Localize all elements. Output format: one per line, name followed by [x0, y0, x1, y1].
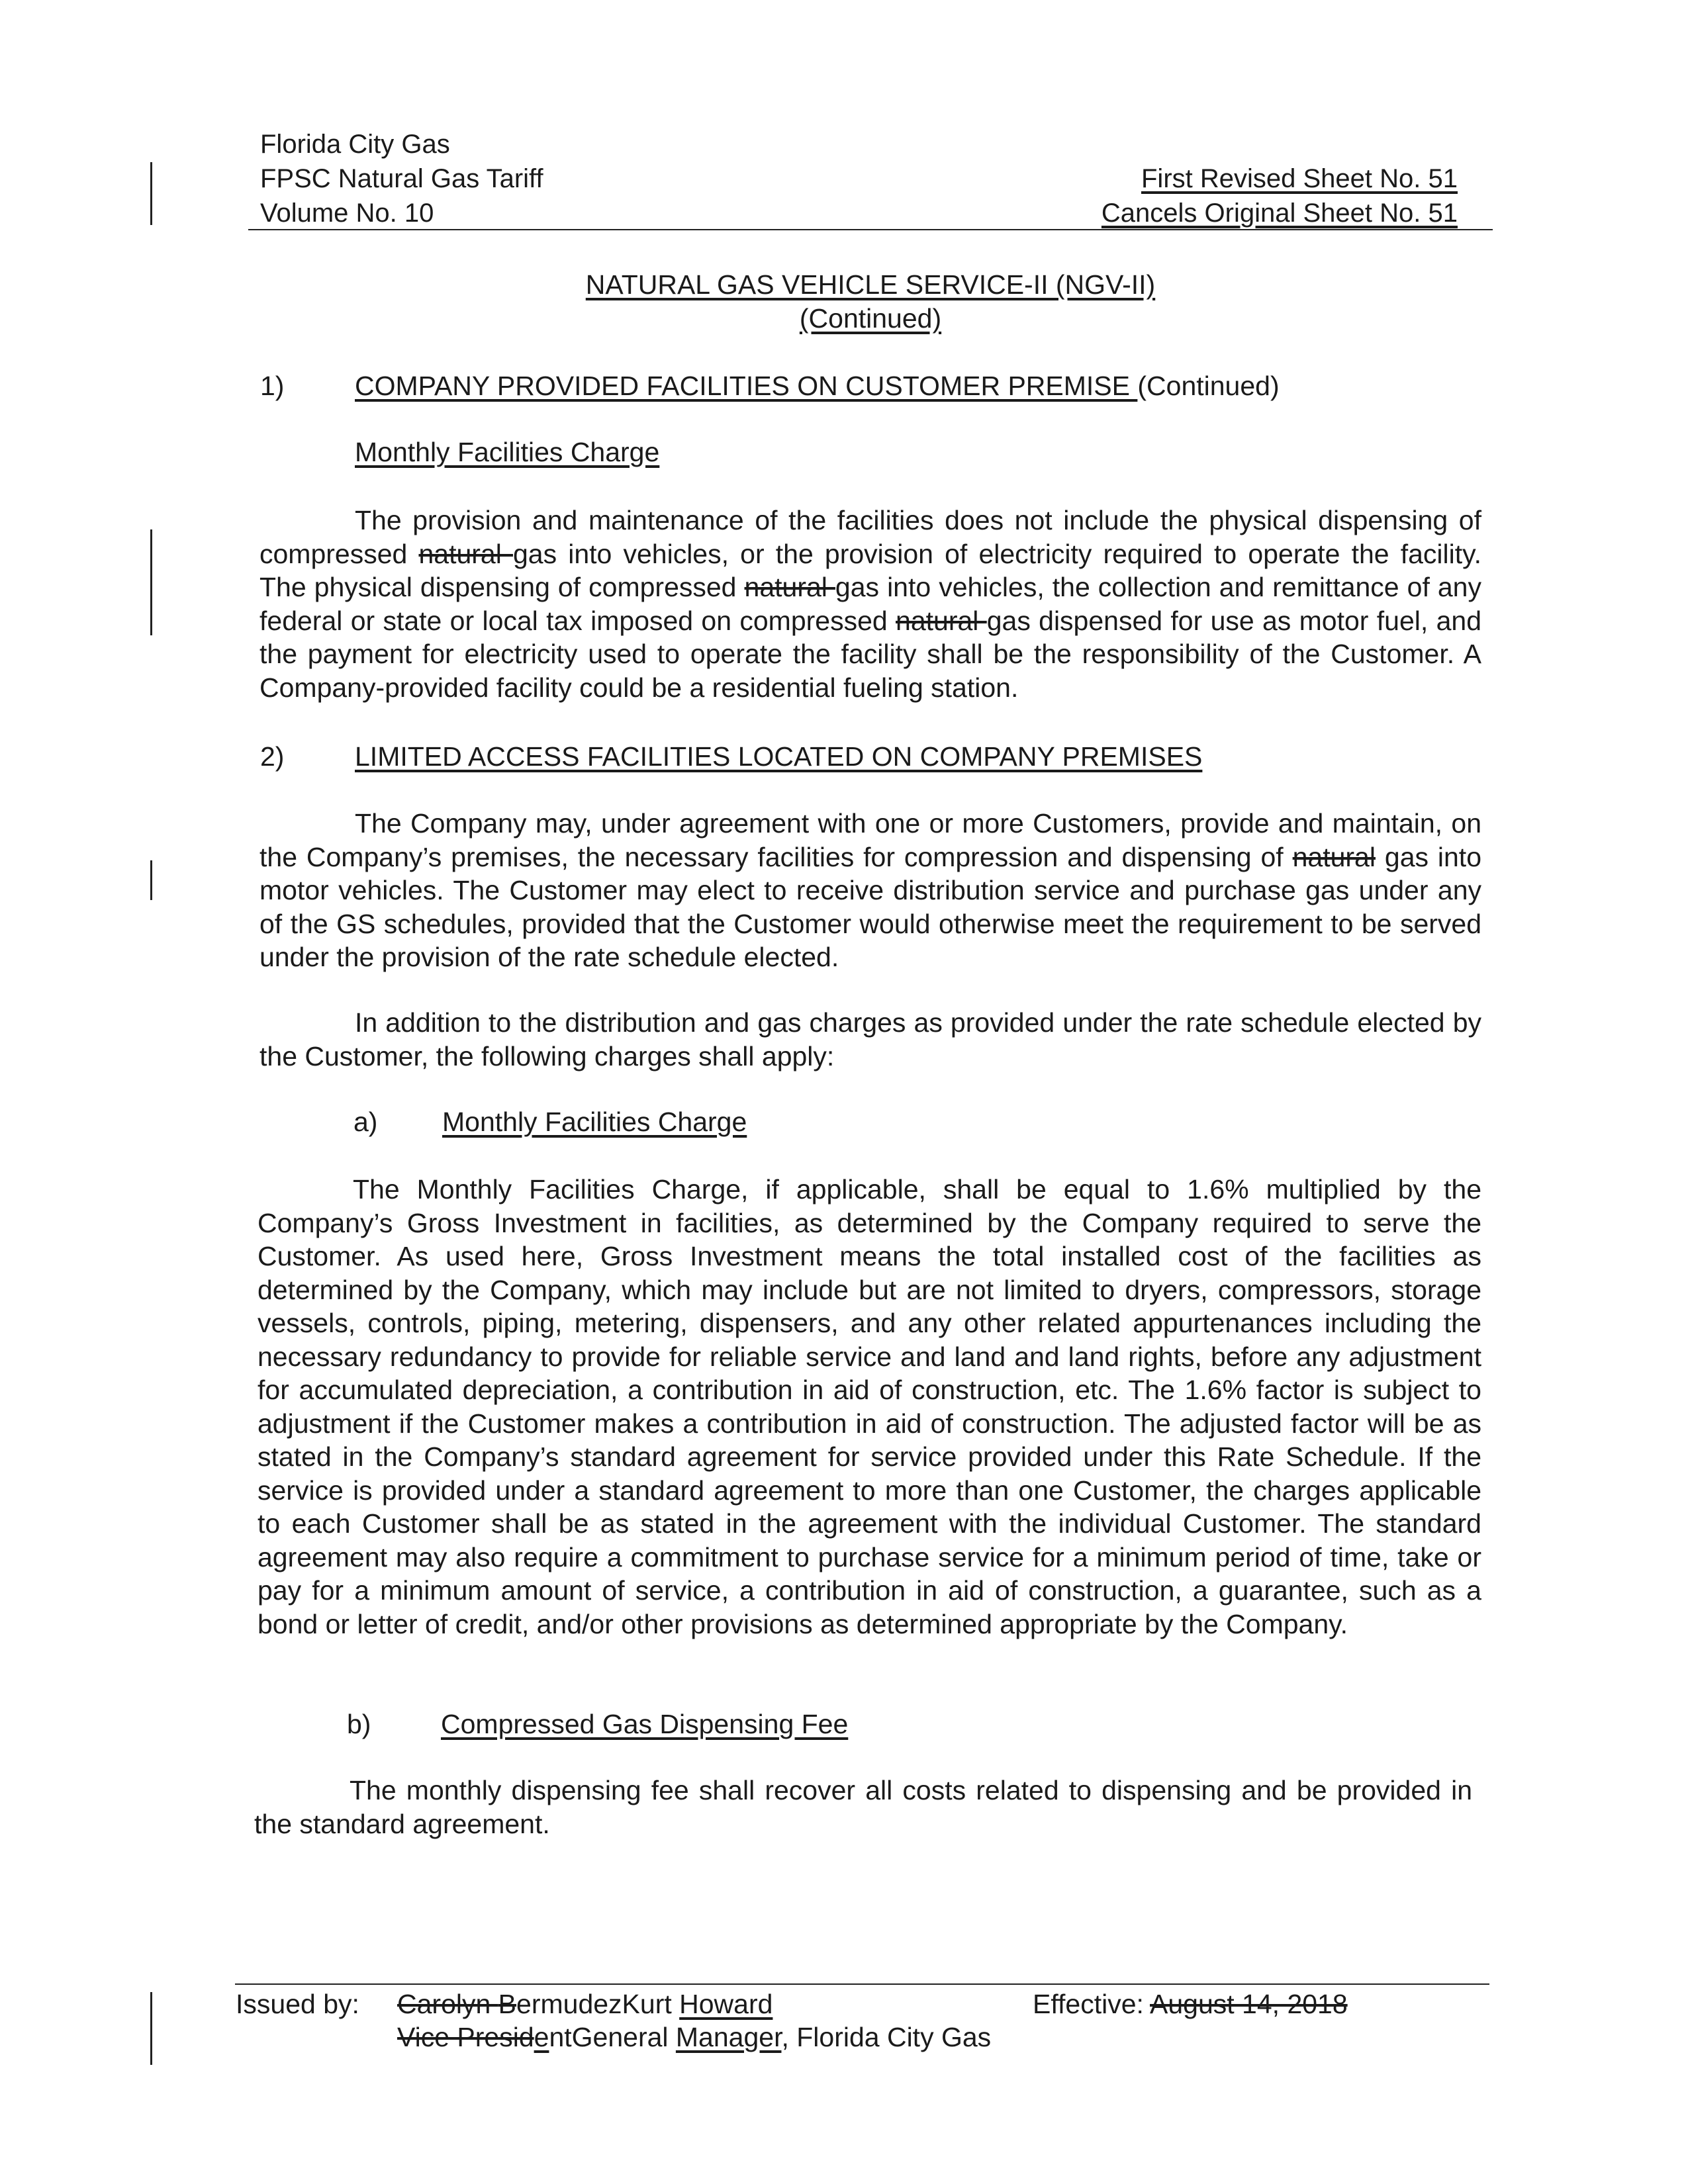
section-1-continued: (Continued): [1137, 371, 1280, 401]
item-b-paragraph: [254, 1774, 1472, 1841]
item-b-label: b): [347, 1709, 371, 1739]
cancels-sheet: Cancels Original Sheet No. 51: [1101, 199, 1458, 228]
header-left: [260, 127, 543, 230]
s2-p2-text: In addition to the distribution and gas charges as provided under the rate schedule elected by the Customer, the following charges shall apply:: [259, 1007, 1481, 1071]
section-1-subheading: Monthly Facilities Charge: [355, 437, 660, 467]
change-bar-header: [150, 162, 152, 225]
effective-deleted-date: August 14, 2018: [1150, 1989, 1348, 2019]
s1-deleted-3: natural: [896, 605, 987, 636]
title-new-underlined: Manager: [675, 2022, 782, 2052]
issued-by-label: Issued by:: [236, 1989, 359, 2019]
issuer-title: [397, 2021, 991, 2054]
s1-text-c: gas into vehicles, the collection and remittance of any federal or state or local tax imposed on compressed: [259, 572, 1481, 636]
issuer-deleted-first: Carolyn: [397, 1989, 498, 2019]
item-a-label: a): [353, 1107, 378, 1137]
section-1-paragraph: [259, 504, 1481, 704]
page-title: [0, 268, 1688, 336]
item-a-heading: Monthly Facilities Charge: [442, 1107, 747, 1137]
s2-text-b: gas into motor vehicles. The Customer may elect to receive distribution service and purchase gas under any of the GS schedules, provided that the Customer would otherwise meet the requirement to be served under the provision of the rate schedule elected.: [259, 841, 1482, 972]
title-tail: , Florida City Gas: [781, 2022, 992, 2052]
section-2-paragraph-2: [259, 1006, 1481, 1073]
change-bar-footer: [150, 1992, 152, 2065]
s1-text-d: gas dispensed for use as motor fuel, and the payment for electricity used to operate the facility shall be the responsibility of the Customer. A Company-provided facility could be a residential fueling station.: [259, 605, 1481, 703]
item-a-paragraph: [258, 1173, 1481, 1641]
section-2-paragraph-1: [259, 807, 1481, 974]
footer-rule: [235, 1983, 1489, 1985]
change-bar-section2: [150, 860, 152, 900]
change-bar-section1: [150, 529, 152, 635]
section-2-number: 2): [260, 741, 285, 772]
effective-date: [1033, 1987, 1348, 2021]
title-mid: nt: [549, 2022, 572, 2052]
issuer-name: [397, 1987, 773, 2021]
issuer-new-last: Howard: [679, 1989, 773, 2019]
issuer-deleted-b: B: [498, 1989, 517, 2019]
sheet-number: First Revised Sheet No. 51: [1141, 164, 1458, 193]
item-a-text: The Monthly Facilities Charge, if applicable, shall be equal to 1.6% multiplied by the Company’s Gross Investment in facilities, as determined by the Company required to serve the Customer. As used here, Gross Investment means the total installed cost of the facilities as determined by the Company, which may include but are not limited to dryers, compressors, storage vessels, controls, piping, metering, dispensers, and any other related appurtenances including the necessary redundancy to provide for reliable service and land and land rights, before any adjustment for accumulated depreciation, a contribution in aid of construction, etc. The 1.6% factor is subject to adjustment if the Customer makes a contribution in aid of construction. The adjusted factor will be as stated in the Company’s standard agreement for service provided under this Rate Schedule. If the service is provided under a standard agreement to more than one Customer, the charges applicable to each Customer shall be as stated in the agreement with the individual Customer. The standard agreement may also require a commitment to purchase service for a minimum period of time, take or pay for a minimum amount of service, a contribution in aid of construction, a guarantee, such as a bond or letter of credit, and/or other provisions as determined appropriate by the Company.: [258, 1174, 1481, 1639]
header-right: [1102, 161, 1458, 230]
title-inserted-e: e: [534, 2022, 549, 2052]
title-new: General: [571, 2022, 676, 2052]
s1-text-b: gas into vehicles, or the provision of electricity required to operate the facility. The physical dispensing of compressed: [259, 538, 1481, 602]
item-b-heading: Compressed Gas Dispensing Fee: [441, 1709, 849, 1739]
s1-deleted-2: natural: [744, 572, 835, 602]
volume-number: Volume No. 10: [260, 199, 434, 228]
s2-deleted: natural: [1292, 841, 1376, 872]
section-1-heading: [355, 369, 1280, 402]
s1-deleted-1: natural: [418, 538, 513, 569]
section-1-number: 1): [260, 371, 285, 401]
tariff-name: FPSC Natural Gas Tariff: [260, 164, 543, 193]
header-rule: [248, 229, 1493, 230]
issuer-new-first: Kurt: [622, 1989, 680, 2019]
section-2-heading: LIMITED ACCESS FACILITIES LOCATED ON COMPANY PREMISES: [355, 741, 1203, 772]
title-line-2: (Continued): [799, 303, 942, 334]
title-deleted: Vice Presid: [397, 2022, 534, 2052]
s1-text-a: The provision and maintenance of the facilities does not include the physical dispensing of compressed: [259, 505, 1481, 569]
s2-text-a: The Company may, under agreement with one or more Customers, provide and maintain, on the Company’s premises, the necessary facilities for compression and dispensing of: [259, 808, 1481, 872]
title-line-1: NATURAL GAS VEHICLE SERVICE-II (NGV-II): [585, 269, 1156, 300]
section-1-title: COMPANY PROVIDED FACILITIES ON CUSTOMER PREMISE: [355, 371, 1138, 401]
item-b-text: The monthly dispensing fee shall recover all costs related to dispensing and be provided in the standard agreement.: [254, 1775, 1472, 1839]
effective-label: Effective:: [1033, 1989, 1150, 2019]
company-name: Florida City Gas: [260, 130, 450, 159]
issuer-surname-old: ermudez: [516, 1989, 622, 2019]
